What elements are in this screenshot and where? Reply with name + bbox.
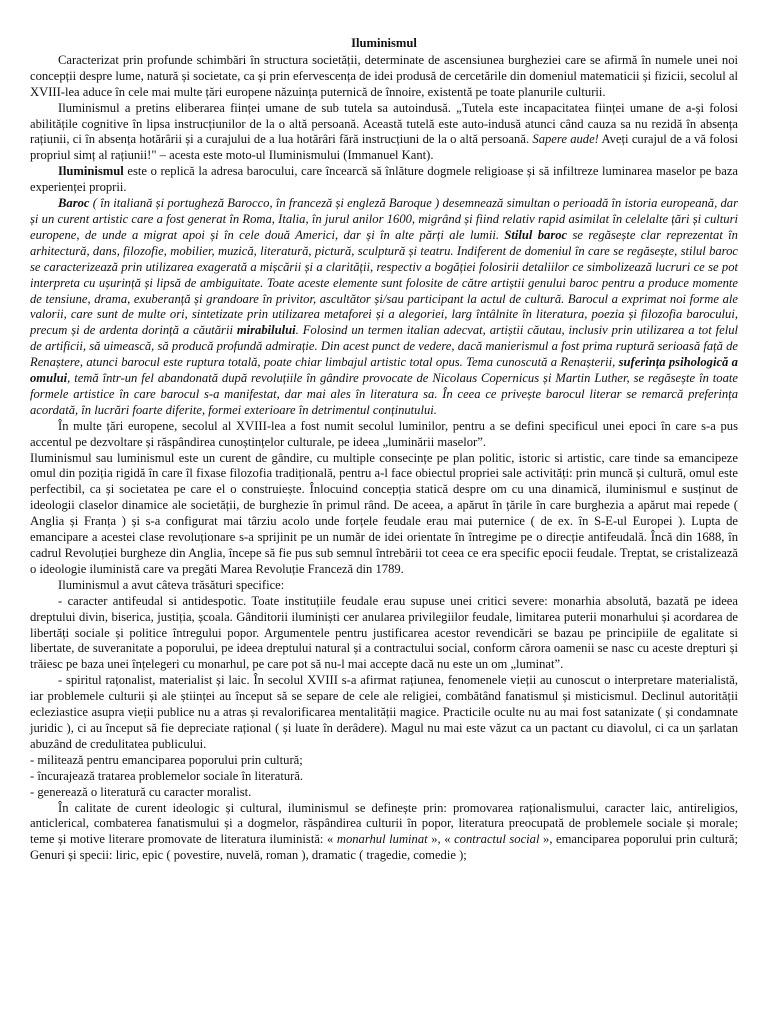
term-iluminismul: Iluminismul	[58, 164, 124, 179]
baroc-text-2: se regăsește clar reprezentat în arhitectură, dans, filozofie, mobilier, muzică, literatură, pictură, sculptură și teatru. Indiferent de domeniul în care se regăsește, stilul baroc se caracterizează prin utilizarea exagerată a mișcării și a clarității, respectiv a bogăției folosirii detaliilor ce simbolizează lucruri ce se pot interpreta cu ușurință și lipsă de ambiguitate. Toate aceste elemente sunt folosite de către artiștii genului baroc pentru a produce momente de tensiune, drama, exuberanță și grandoare în privitor, ascultător și/sau participant la actul de cultură. Barocul a exprimat noi forme ale valorii, care sunt de multe ori, sintetizate prin utilizarea metaforei și a alegoriei, larg întâlnite în literatura, poezia și filozofia barocului, precum și de ardenta dorință a căutării	[30, 227, 738, 338]
term-stilul-baroc: Stilul baroc	[504, 227, 568, 242]
motif-monarhul-luminat: monarhul luminat	[336, 832, 428, 847]
paragraph-intro: Caracterizat prin profunde schimbări în structura societății, determinate de ascensiunea burgheziei care se afirmă în numele unei noi concepții despre lume, natură și societate, ca și prin efervescența de idei produsă de cercetările din domeniul matematicii și fizicii, secolul al XVIII-lea aduce în cele mai multe țări europene năzuința puternică de înnoire, existentă pe toate planurile culturii.	[30, 52, 738, 99]
list-item: - militează pentru emanciparea poporului prin cultură;	[30, 752, 303, 767]
replica-text: este o replică la adresa barocului, care încearcă să înlăture dogmele religioase și să infiltreze luminarea maselor pe baza experienței proprii.	[30, 164, 738, 195]
calitate-text-1: În calitate de curent ideologic și cultural, iluminismul se definește prin: promovarea raționalismului, caracter laic, antireligios, anticlerical, combaterea fanatismului și a dogmelor, răspândirea culturii în popor, literatura preocupată de problemele sociale și morale; teme și motive literare promovate de literatura iluministă: «	[30, 800, 738, 847]
paragraph-calitate	[30, 801, 738, 865]
document-title: Iluminismul	[351, 36, 417, 50]
paragraph-trasaturi-intro: Iluminismul a avut câteva trăsături specifice:	[58, 577, 285, 592]
paragraph-replica	[30, 164, 738, 196]
paragraph-kant	[30, 101, 738, 165]
calitate-sep: », «	[431, 832, 451, 847]
paragraph-antifeudal: - caracter antifeudal si antidespotic. Toate instituțiile feudale erau supuse unei critici severe: monarhia absolută, bazată pe ideea dreptului divin, biserica, justiția, școala. Gânditorii iluminiști cer anularea privilegiilor feudale, limitarea puterii monarhului și acordarea de libertăți sociale și politice întregului popor. Argumentele pentru justificarea acestor revendicări se bazau pe principiile de egalitate si libertate, de suveranitate a poporului, pe ideea dreptului natural și a contractului social, conform cărora oamenii se nasc cu aceste drepturi și trăiesc pe baza unei înțelegeri cu monarhul, pe care pot să nu-l mai accepte dacă nu este un om „luminat”.	[30, 593, 738, 672]
term-mirabilului: mirabilului	[236, 323, 296, 338]
baroc-text-1: ( în italiană și portugheză Barocco, în franceză și engleză Baroque ) desemnează simultan o perioadă în istoria europeană, dar și un curent artistic care a fost generat în Roma, Italia, în jurul anilor 1600, migrând și fiind relativ rapid asimilat în celelalte țări și culturi europene, de unde a migrat apoi și în cele două Americi, dar și în alte părți ale lumii.	[30, 196, 739, 242]
baroc-text-4: , temă într-un fel abandonată după revoluțiile în gândire provocate de Nicolaus Copernicus și Martin Luther, se regăsește în toate formele artistice în care barocul s-a manifestat, dar mai ales în literatura sa. În ceea ce privește barocul literar se remarcă preferința acordată, în lucrări foarte diferite, formei exterioare în detrimentul conținutului.	[30, 371, 738, 417]
term-suferinta: suferința psihologică a omului	[30, 355, 738, 386]
paragraph-rationalist: - spiritul rațonalist, materialist și laic. În secolul XVIII s-a afirmat rațiunea, fenomenele vieții au cunoscut o interpretare materialistă, iar problemele culturii și ale științei au început să se separe de cele ale religiei, combătând fanatismul și misticismul. Declinul autorității ecleziastice asupra vieții publice nu a atras și revalorificarea mentalității magice. Practicile oculte nu au mai fost satanizate ( și condamnate juridic ), ci au început să fie depreciate rațional ( și luate în derâdere). Magul nu mai este văzut ca un pactant cu diavolul, ci ca un șarlatan abuzând de credulitatea publicului.	[30, 673, 738, 751]
kant-text: Iluminismul a pretins eliberarea ființei umane de sub tutela sa autoindusă. „Tutela este incapacitatea ființei umane de a-și folosi abilitățile cognitive în lipsa instrucțiunilor de la o altă persoană. Această tutelă este auto-indusă atunci când cauza sa nu rezidă în absența rațiunii, ci în absența hotărârii și a curajului de a lua hotărâri fără instrucțiuni de la o altă persoană.	[30, 100, 738, 147]
list-item: - încurajează tratarea problemelor sociale în literatură.	[30, 768, 304, 783]
paragraph-definitie: Iluminismul sau luminismul este un curent de gândire, cu multiple consecințe pe plan politic, istoric si artistic, care tinde sa emancipeze omul din poziția rigidă în care îl fixase filozofia tradițională, pentru a-l face obiectul propriei sale activități: prin muncă și cultură, omul este perfectibil, ca și societatea pe care el o construiește. Înlocuind concepția statică despre om cu una dinamică, iluminismul e susținut de ideologii claselor dinamice ale societății, de burghezie în primul rând. De aceea, a apărut în țările în care burghezia a apărut mai repede ( Anglia și Franța ) și s-a configurat mai târziu acolo unde forțele feudale erau mai puternice ( de ex. în S-E-ul Europei ). Lupta de emancipare a acestei clase revoluționare s-a sprijinit pe un număr de idei orientate în întregime pe o direcție antifeudală. Încă din 1688, în cadrul Revoluției burgheze din Anglia, începe să fie pus sub semnul întrebării tot ceea ce era specific epocii feudale. Treptat, se cristalizează o ideologie iluministă care va pregăti Marea Revoluție Franceză din 1789.	[30, 450, 738, 576]
kant-motto: Aveți curajul de a vă folosi propriul simț al rațiunii!" – acesta este moto-ul Iluminismului (Immanuel Kant).	[30, 132, 738, 163]
sapere-aude: Sapere aude!	[532, 132, 599, 147]
motif-contractul-social: contractul social	[454, 832, 540, 847]
calitate-text-2: », emanciparea poporului prin cultură; Genuri și specii: liric, epic ( povestire, nuvelă, roman ), dramatic ( tragedie, comedie );	[30, 832, 739, 863]
list-item: - generează o literatură cu caracter moralist.	[30, 784, 252, 799]
paragraph-secolul-luminilor: În multe țări europene, secolul al XVIII-lea a fost numit secolul luminilor, pentru a se defini specificul unei epoci în care s-a pus accentul pe dezvoltare și răspândirea cunoștințelor culturale, pe ideea „luminării maselor”.	[30, 418, 738, 449]
term-baroc: Baroc	[58, 196, 90, 211]
baroc-text-3: . Folosind un termen italian adecvat, artiștii căutau, inclusiv prin utilizarea a tot felul de artificii, să uimească, să producă profundă admirație. Din acest punct de vedere, dacă manierismul a fost prima ruptură serioasă față de Renaștere, atunci barocul este ruptura totală, poate chiar limbajul artistic total opus. Tema cunoscută a Renașterii,	[30, 323, 738, 370]
paragraph-baroc	[30, 196, 738, 419]
